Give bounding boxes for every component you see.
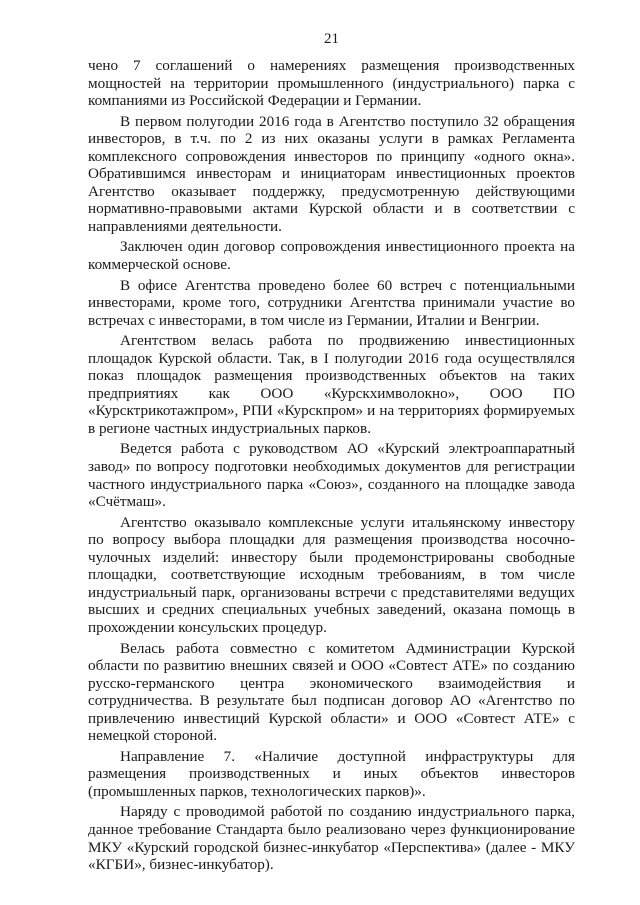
paragraph-meetings: В офисе Агентства проведено более 60 встреч с потенциальными инвесторами, кроме того, сотрудники Агентства принимали участие во встречах с инвесторами, в том числе из Германии, Италии и Венгрии. (88, 276, 575, 329)
paragraph-italian-investor: Агентство оказывало комплексные услуги итальянскому инвестору по вопросу выбора площадки для размещения производства носочно-чулочных изделий: инвестору были продемонстрированы свободные площадки, соответствующие исходным требованиям, в том числе индустриальный парк, организованы встречи с представителями ведущих высших и средних специальных учебных заведений, оказана помощь в прохождении консульских процедур. (88, 513, 575, 636)
paragraph-industrial-park-soyuz: Ведется работа с руководством АО «Курский электроаппаратный завод» по вопросу подготовки необходимых документов для регистрации частного индустриального парка «Союз», созданного на площадке завода «Счётмаш». (88, 440, 575, 511)
paragraph-russian-german-center: Велась работа совместно с комитетом Администрации Курской области по развитию внешних связей и ООО «Совтест АТЕ» по созданию русско-германского центра экономического взаимодействия и сотрудничества. В результате был подписан договор АО «Агентство по привлечению инвестиций Курской области» и ООО «Совтест АТЕ» с немецкой стороной. (88, 639, 575, 745)
paragraph-site-promotion: Агентством велась работа по продвижению инвестиционных площадок Курской области. Так, в I полугодии 2016 года осуществлялся показ площадок размещения производственных объектов на таких предприятиях как ООО «Курскхимволокно», ООО ПО «Курсктрикотажпром», РПИ «Курскпром» и на территориях формируемых в регионе частных индустриальных парков. (88, 332, 575, 437)
paragraph-investor-requests: В первом полугодии 2016 года в Агентство поступило 32 обращения инвесторов, в т.ч. по 2 из них оказаны услуги в рамках Регламента комплексного сопровождения инвесторов по принципу «одного окна». Обратившимся инвесторам и инициаторам инвестиционных проектов Агентство оказывает поддержку, предусмотренную действующими нормативно-правовыми актами Курской области и в соответствии с направлениями деятельности. (88, 112, 575, 235)
document-body (88, 57, 575, 877)
paragraph-business-incubator: Наряду с проводимой работой по созданию индустриального парка, данное требование Стандарта было реализовано через функционирование МКУ «Курский городской бизнес-инкубатор «Перспектива» (далее - МКУ «КГБИ», бизнес-инкубатор). (88, 803, 575, 874)
page-number: 21 (324, 31, 339, 47)
paragraph-direction-7: Направление 7. «Наличие доступной инфраструктуры для размещения производственных и иных объектов инвесторов (промышленных парков, технологических парков)». (88, 747, 575, 800)
paragraph-agreements: чено 7 соглашений о намерениях размещения производственных мощностей на территории промышленного (индустриального) парка с компаниями из Российской Федерации и Германии. (88, 57, 575, 110)
paragraph-support-contract: Заключен один договор сопровождения инвестиционного проекта на коммерческой основе. (88, 238, 575, 274)
